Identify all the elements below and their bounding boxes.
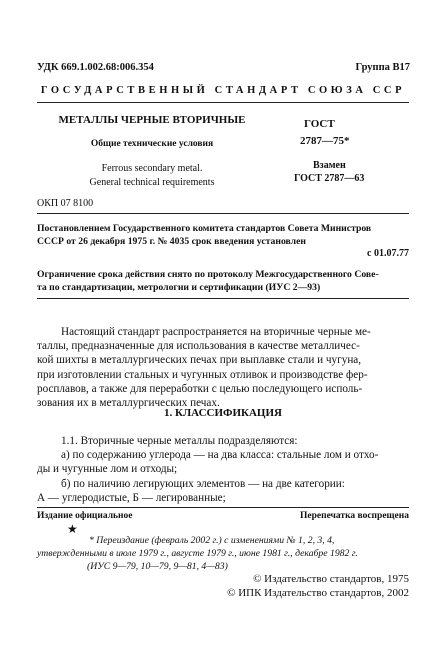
- note-line-3: (ИУС 9—79, 10—79, 9—81, 4—83): [87, 561, 228, 572]
- official-edition-label: Издание официальное: [37, 511, 133, 521]
- state-standard-heading: ГОСУДАРСТВЕННЫЙ СТАНДАРТ СОЮЗА ССР: [40, 85, 406, 96]
- instead-label: Взамен: [313, 160, 346, 171]
- gost-number: 2787—75*: [300, 135, 350, 147]
- classification-line: А — углеродистые, Б — легированные;: [37, 491, 226, 504]
- restriction-line-1: Ограничение срока действия снято по протоколу Межгосударственного Сове-: [37, 269, 379, 280]
- intro-paragraph: [37, 325, 409, 410]
- udk-code: УДК 669.1.002.68:006.354: [37, 62, 154, 73]
- intro-line: кой шихты в металлургических печах при выплавке стали и чугуна,: [37, 354, 362, 367]
- divider-lower: [37, 298, 409, 299]
- document-title: МЕТАЛЛЫ ЧЕРНЫЕ ВТОРИЧНЫЕ: [58, 114, 246, 126]
- gost-label: ГОСТ: [304, 118, 335, 130]
- okp-code: ОКП 07 8100: [37, 198, 94, 209]
- classification-line: 1.1. Вторичные черные металлы подразделяются:: [61, 435, 298, 447]
- classification-line: а) по содержанию углерода — на два класса: стальные лом и отхо-: [61, 449, 379, 462]
- section-heading: 1. КЛАССИФИКАЦИЯ: [164, 407, 282, 419]
- intro-line: таллы, предназначенные для использования в качестве металличес-: [37, 340, 360, 353]
- intro-line: зования их в металлургических печах.: [37, 397, 220, 410]
- document-subtitle: Общие технические условия: [90, 139, 214, 149]
- intro-line: росплавов, а также для переработки с целью последующего исполь-: [37, 382, 363, 395]
- decree-line-1: Постановлением Государственного комитета стандартов Совета Министров: [37, 223, 372, 234]
- reprint-prohibited-label: Перепечатка воспрещена: [299, 511, 409, 521]
- copyright-2002: © ИПК Издательство стандартов, 2002: [227, 587, 409, 599]
- english-title-line-1: Ferrous secondary metal.: [101, 163, 203, 174]
- classification-line: ды и чугунные лом и отходы;: [37, 463, 178, 476]
- instead-number: ГОСТ 2787—63: [294, 173, 365, 184]
- reissue-note: [37, 534, 409, 573]
- note-line-1: * Переиздание (февраль 2002 г.) с изменениями № 1, 2, 3, 4,: [89, 535, 335, 546]
- group-code: Группа В17: [355, 62, 410, 73]
- intro-line: при изготовлении стальных и чугунных отливок и производстве фер-: [37, 368, 368, 381]
- divider-top: [37, 102, 409, 103]
- intro-line: Настоящий стандарт распространяется на вторичные черные ме-: [61, 326, 371, 338]
- decree-line-2: СССР от 26 декабря 1975 г. № 4035 срок введения установлен: [37, 236, 306, 247]
- copyright-1975: © Издательство стандартов, 1975: [253, 573, 409, 585]
- classification-paragraph: [37, 434, 409, 505]
- note-line-2: утвержденными в июле 1979 г., августе 1979 г., июне 1981 г., декабре 1982 г.: [37, 548, 358, 559]
- classification-line: б) по наличию легирующих элементов — на две категории:: [61, 477, 345, 490]
- restriction-paragraph: [37, 268, 379, 294]
- divider-footer: [37, 507, 409, 508]
- divider-middle: [37, 213, 409, 214]
- decree-paragraph: [37, 222, 371, 248]
- effective-date: с 01.07.77: [367, 248, 409, 259]
- english-title-line-2: General technical requirements: [89, 177, 215, 188]
- restriction-line-2: та по стандартизации, метрологии и сертификации (ИУС 2—93): [37, 282, 321, 293]
- star-icon: ★: [67, 522, 78, 536]
